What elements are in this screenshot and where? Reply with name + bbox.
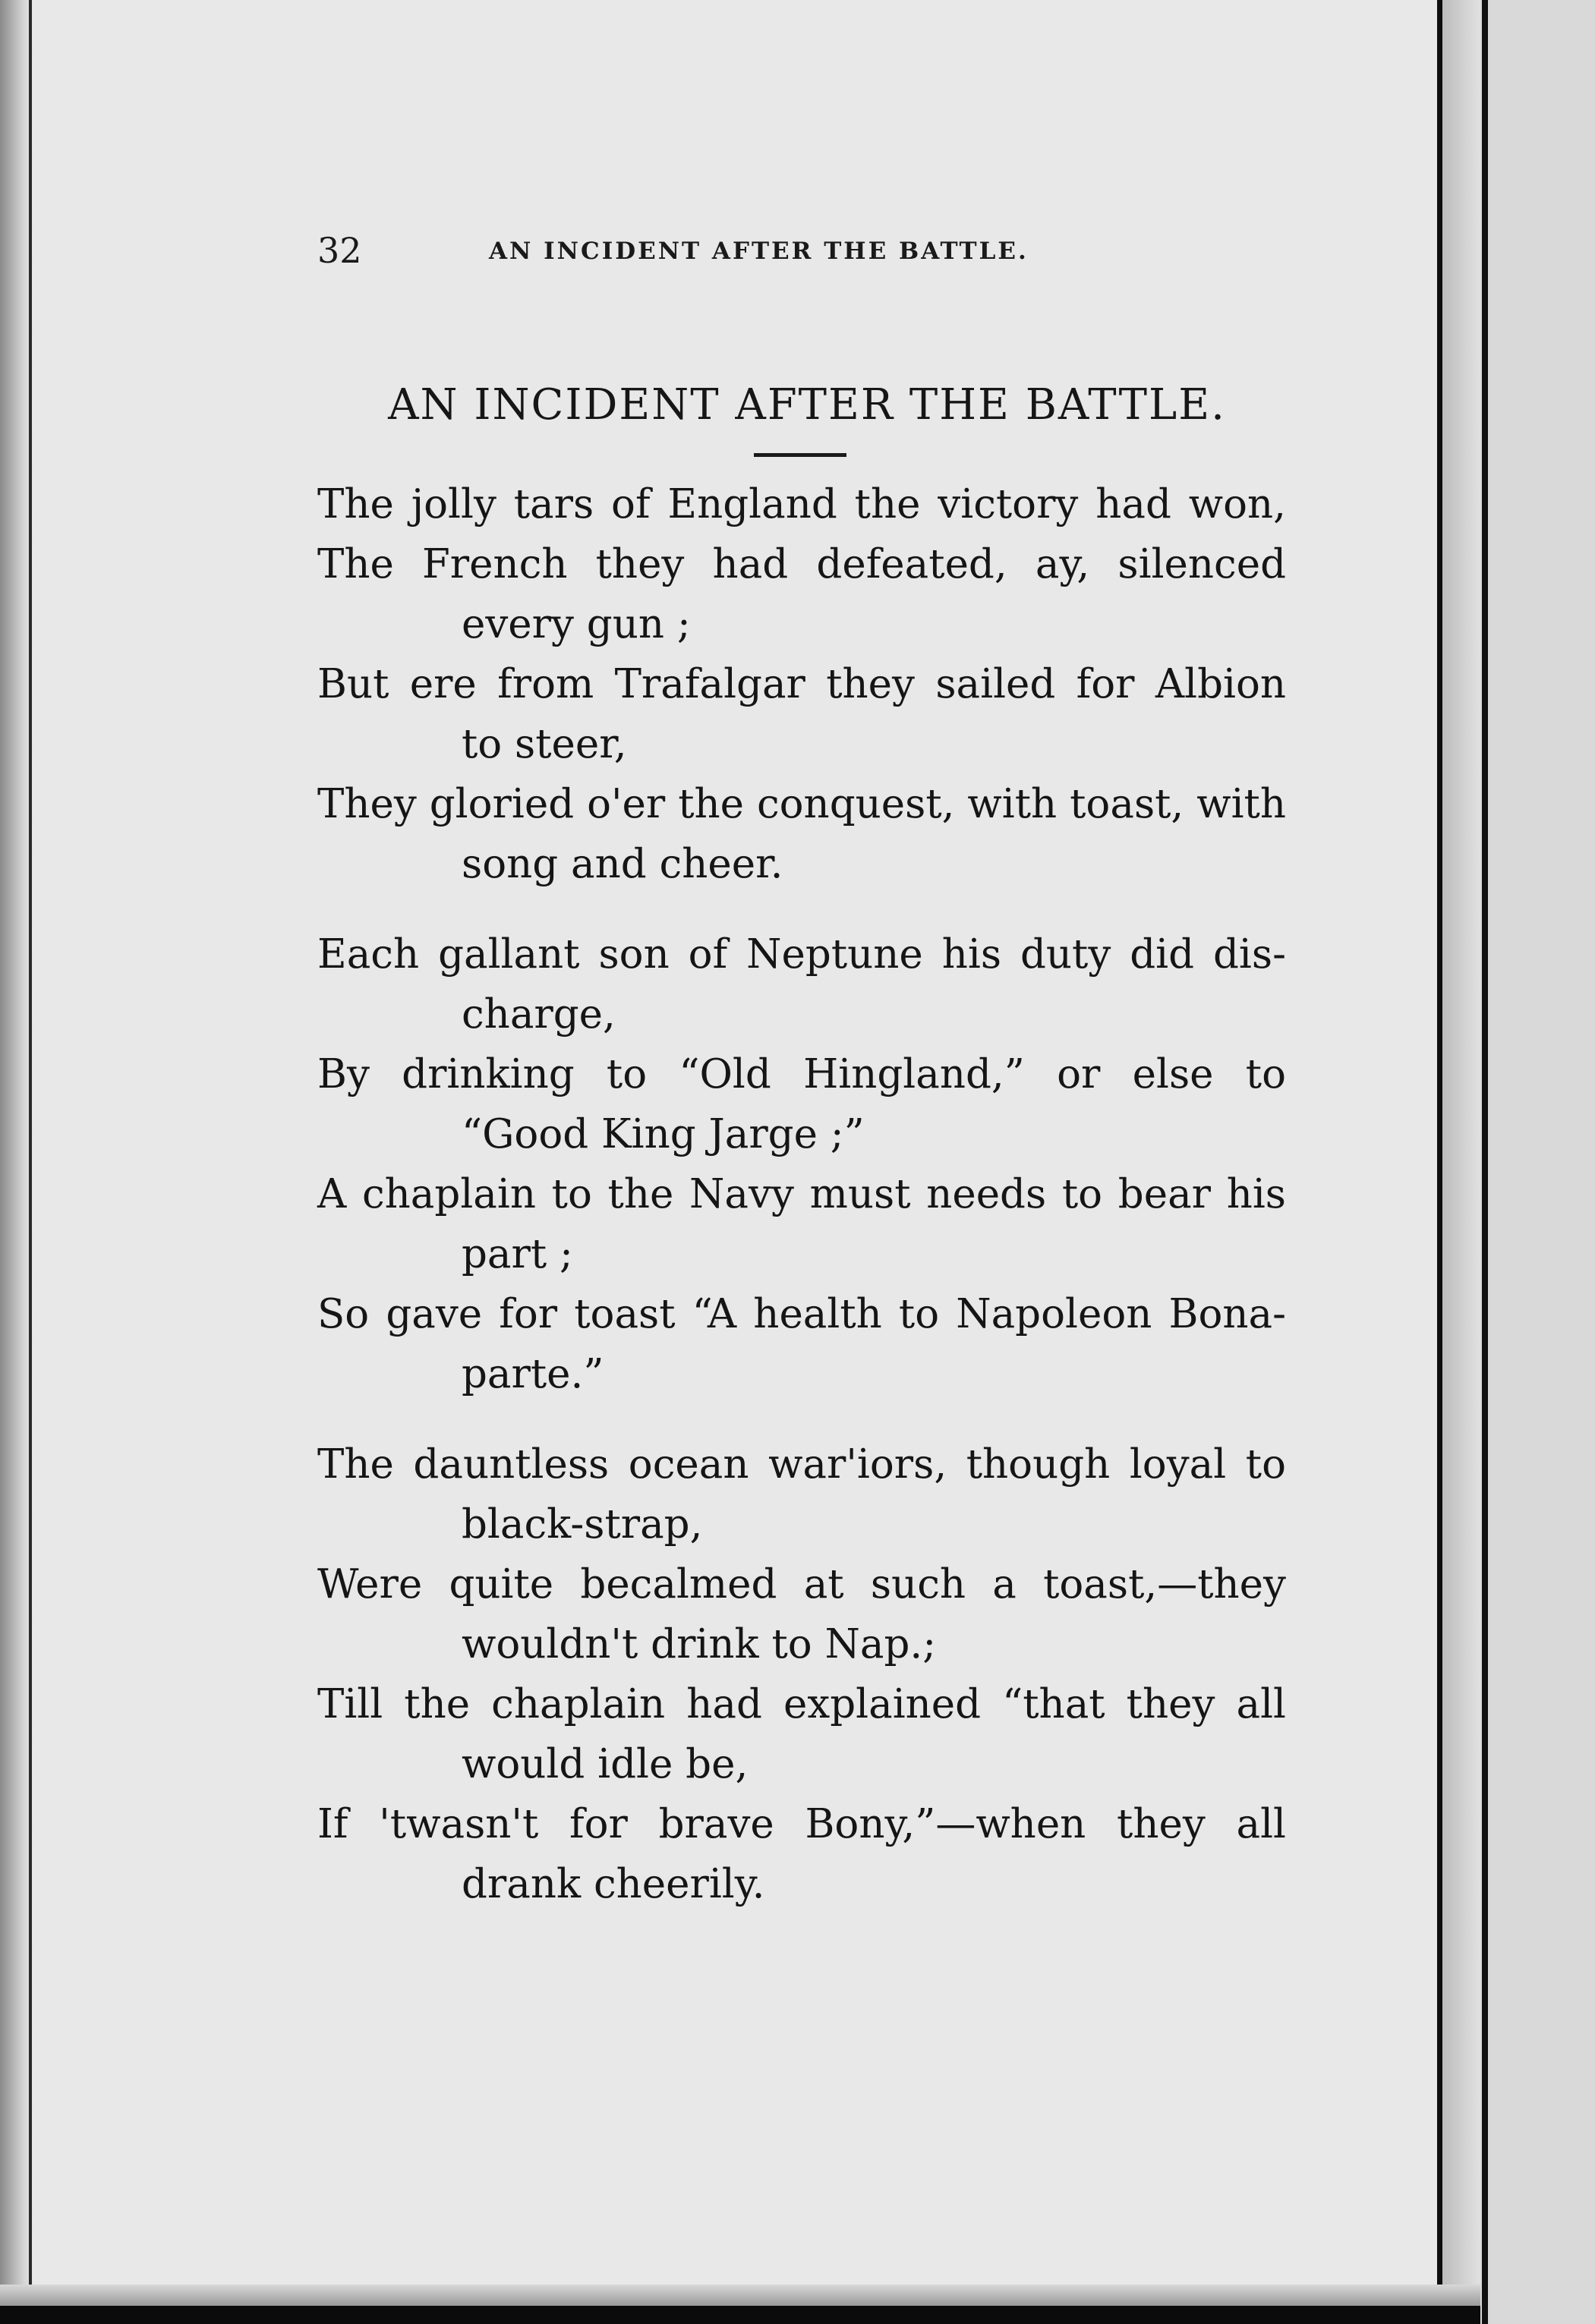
poem-line: Were quite becalmed at such a toast,—they: [317, 1561, 1286, 1608]
poem-line: The French they had defeated, ay, silenced: [317, 541, 1286, 587]
stanza: [317, 924, 1289, 1404]
poem-line: The jolly tars of England the victory had won,: [317, 481, 1286, 527]
poem-line: Till the chaplain had explained “that they all: [317, 1681, 1286, 1727]
page-bottom-edge: [0, 2285, 1480, 2306]
adjacent-page-edge: [1480, 0, 1595, 2324]
stanza: [317, 474, 1289, 894]
poem-line: They gloried o'er the conquest, with toast, with: [317, 781, 1286, 827]
poem-line-continuation: parte.”: [462, 1351, 604, 1397]
poem-line-continuation: wouldn't drink to Nap.;: [462, 1621, 937, 1667]
poem-line: A chaplain to the Navy must needs to bear his: [317, 1171, 1286, 1217]
binding-edge: [1482, 0, 1488, 2324]
poem-line: So gave for toast “A health to Napoleon Bona-: [317, 1291, 1286, 1337]
poem-line: But ere from Trafalgar they sailed for Albion: [317, 661, 1286, 707]
page-right-margin-strip: [1442, 0, 1480, 2306]
poem-body: [317, 474, 1289, 1945]
title-divider: [754, 453, 846, 457]
poem-line-continuation: drank cheerily.: [462, 1861, 765, 1907]
poem-line-continuation: “Good King Jarge ;”: [462, 1111, 865, 1157]
poem-line-continuation: would idle be,: [462, 1741, 749, 1787]
poem-line-continuation: to steer,: [462, 721, 627, 767]
poem-line-continuation: song and cheer.: [462, 841, 783, 887]
poem-line: By drinking to “Old Hingland,” or else to: [317, 1051, 1286, 1097]
stanza: [317, 1434, 1289, 1914]
poem-line: The dauntless ocean war'iors, though loyal to: [317, 1441, 1286, 1488]
running-title: AN INCIDENT AFTER THE BATTLE.: [489, 238, 1029, 265]
poem-line-continuation: part ;: [462, 1231, 573, 1277]
poem-line-continuation: charge,: [462, 991, 616, 1038]
poem-line: Each gallant son of Neptune his duty did dis-: [317, 931, 1286, 978]
poem-line: If 'twasn't for brave Bony,”—when they all: [317, 1801, 1286, 1847]
page-left-edge: [29, 0, 32, 2306]
page-number: 32: [317, 230, 362, 271]
poem-line-continuation: black-strap,: [462, 1501, 703, 1548]
poem-line-continuation: every gun ;: [462, 601, 691, 647]
running-head: [317, 228, 1122, 273]
page-right-edge: [1437, 0, 1442, 2306]
poem-title: AN INCIDENT AFTER THE BATTLE.: [388, 380, 1226, 430]
